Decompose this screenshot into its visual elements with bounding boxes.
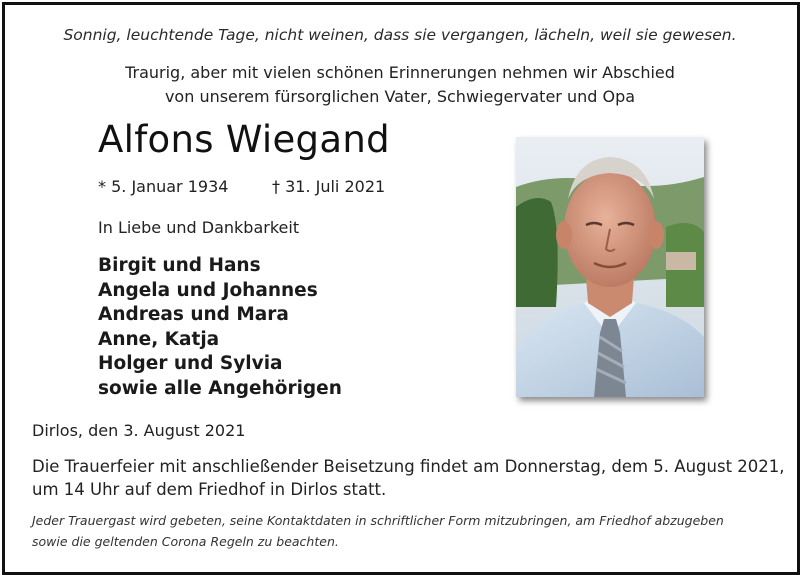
family-member: sowie alle Angehörigen [98, 377, 342, 399]
family-list [98, 254, 342, 401]
family-member: Anne, Katja [98, 328, 220, 350]
intro-line-2: von unserem fürsorglichen Vater, Schwiegervater und Opa [164, 87, 636, 106]
ceremony-line-2: um 14 Uhr auf dem Friedhof in Dirlos statt. [32, 480, 387, 499]
birth-date: * 5. Januar 1934 [98, 177, 229, 196]
family-member: Birgit und Hans [98, 255, 261, 276]
family-member: Andreas und Mara [98, 304, 289, 325]
intro-text [0, 61, 800, 109]
dedication: In Liebe und Dankbarkeit [98, 218, 300, 237]
motto-quote: Sonnig, leuchtende Tage, nicht weinen, dass sie vergangen, lächeln, weil sie gewesen. [63, 26, 737, 44]
family-member: Angela und Johannes [98, 279, 318, 301]
note-line-2: sowie die geltenden Corona Regeln zu beachten. [32, 534, 339, 549]
portrait-photo [516, 137, 704, 397]
ceremony-info [32, 455, 785, 501]
ceremony-line-1: Die Trauerfeier mit anschließender Beisetzung findet am Donnerstag, dem 5. August 2021, [32, 457, 785, 476]
family-member: Holger und Sylvia [98, 353, 283, 374]
intro-line-1: Traurig, aber mit vielen schönen Erinnerungen nehmen wir Abschied [125, 63, 675, 82]
corona-note [32, 510, 724, 552]
deceased-name: Alfons Wiegand [98, 118, 390, 161]
place-and-date: Dirlos, den 3. August 2021 [32, 421, 246, 440]
note-line-1: Jeder Trauergast wird gebeten, seine Kontaktdaten in schriftlicher Form mitzubringen, am Friedhof abzugeben [32, 513, 724, 528]
death-date: † 31. Juli 2021 [272, 177, 386, 196]
